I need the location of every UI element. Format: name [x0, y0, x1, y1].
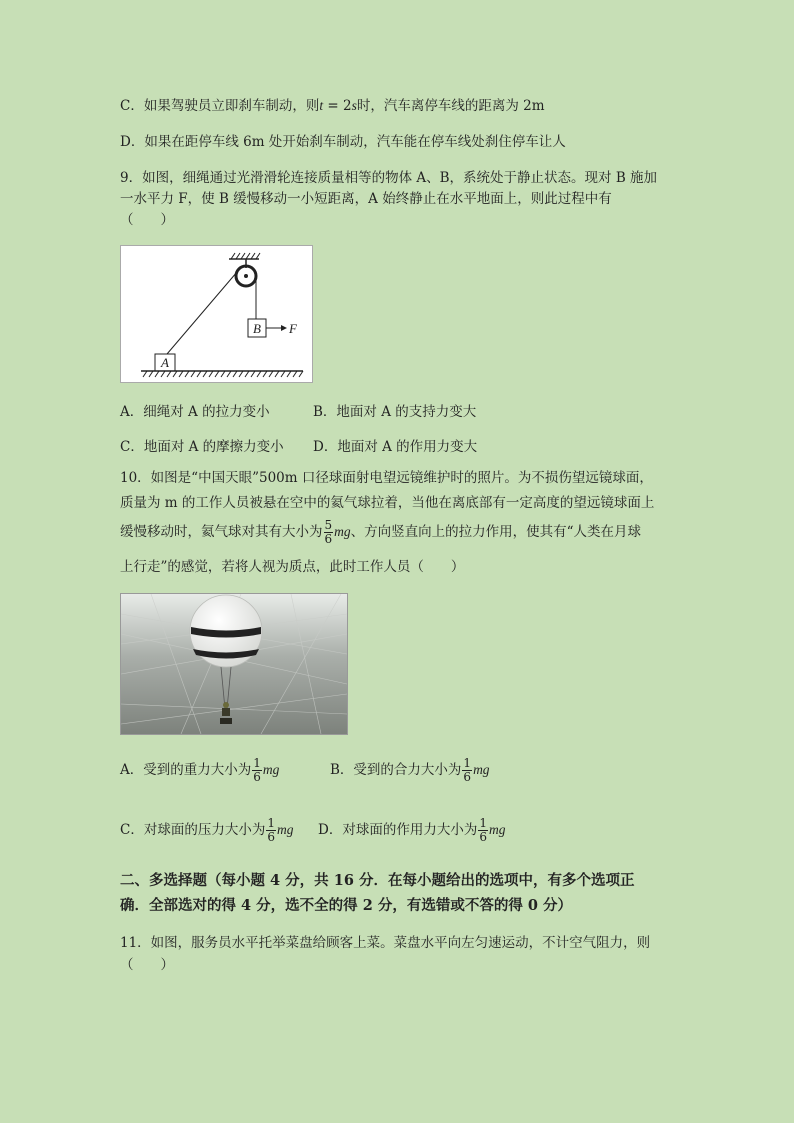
q8-option-c: C．如果驾驶员立即刹车制动，则t = 2s时，汽车离停车线的距离为 2m: [120, 98, 545, 114]
fraction-five-sixths: $\frac{5}{6}$: [324, 518, 333, 546]
q9-stem-line1: 9．如图，细绳通过光滑滑轮连接质量相等的物体 A、B，系统处于静止状态。现对 B 施加: [120, 170, 658, 186]
section-heading-line1: 二、多选择题（每小题 4 分，共 16 分．在每小题给出的选项中，有多个选项正: [120, 872, 635, 889]
section-heading-line2: 确．全部选对的得 4 分，选不全的得 2 分，有选错或不答的得 0 分）: [120, 897, 573, 914]
block-b-label: B: [253, 321, 261, 336]
q10-option-c: C．对球面的压力大小为 $\frac{1}{6}$ mg: [120, 816, 294, 844]
q10-option-d: D．对球面的作用力大小为 $\frac{1}{6}$ mg: [318, 816, 506, 844]
q10-stem-line3: 缓慢移动时，氦气球对其有大小为 $\frac{5}{6}$ mg、方向竖直向上的拉力作用，使其有“人类在月球: [120, 518, 642, 546]
pulley-diagram: [120, 245, 313, 383]
q10-stem-line4: 上行走”的感觉，若将人视为质点，此时工作人员（ ）: [120, 559, 465, 575]
q11-stem-line2: （ ）: [120, 957, 174, 973]
rope-to-a: [167, 272, 237, 354]
balloon-photo: [120, 593, 348, 735]
q9-option-d: D．地面对 A 的作用力变大: [313, 439, 478, 455]
q9-option-c: C．地面对 A 的摩擦力变小: [120, 439, 284, 455]
q9-stem-line3: （ ）: [120, 212, 174, 228]
q9-option-b: B．地面对 A 的支持力变大: [313, 404, 477, 420]
q8-option-d: D．如果在距停车线 6m 处开始刹车制动，汽车能在停车线处刹住停车让人: [120, 134, 566, 150]
block-a-label: A: [161, 355, 169, 370]
q10-stem-line1: 10．如图是“中国天眼”500m 口径球面射电望远镜维护时的照片。为不损伤望远镜球面，: [120, 470, 653, 486]
worker-figure: [223, 702, 229, 708]
q10-option-b: B．受到的合力大小为 $\frac{1}{6}$ mg: [330, 756, 490, 784]
q9-option-a: A．细绳对 A 的拉力变小: [120, 404, 270, 420]
q10-option-a: A．受到的重力大小为 $\frac{1}{6}$ mg: [120, 756, 280, 784]
q11-stem-line1: 11．如图，服务员水平托举菜盘给顾客上菜。菜盘水平向左匀速运动，不计空气阻力，则: [120, 935, 651, 951]
force-label: F: [289, 321, 297, 336]
q10-stem-line2: 质量为 m 的工作人员被悬在空中的氦气球拉着，当他在离底部有一定高度的望远镜球面上: [120, 495, 655, 511]
q9-stem-line2: 一水平力 F，使 B 缓慢移动一小短距离，A 始终静止在水平地面上，则此过程中有: [120, 191, 612, 207]
